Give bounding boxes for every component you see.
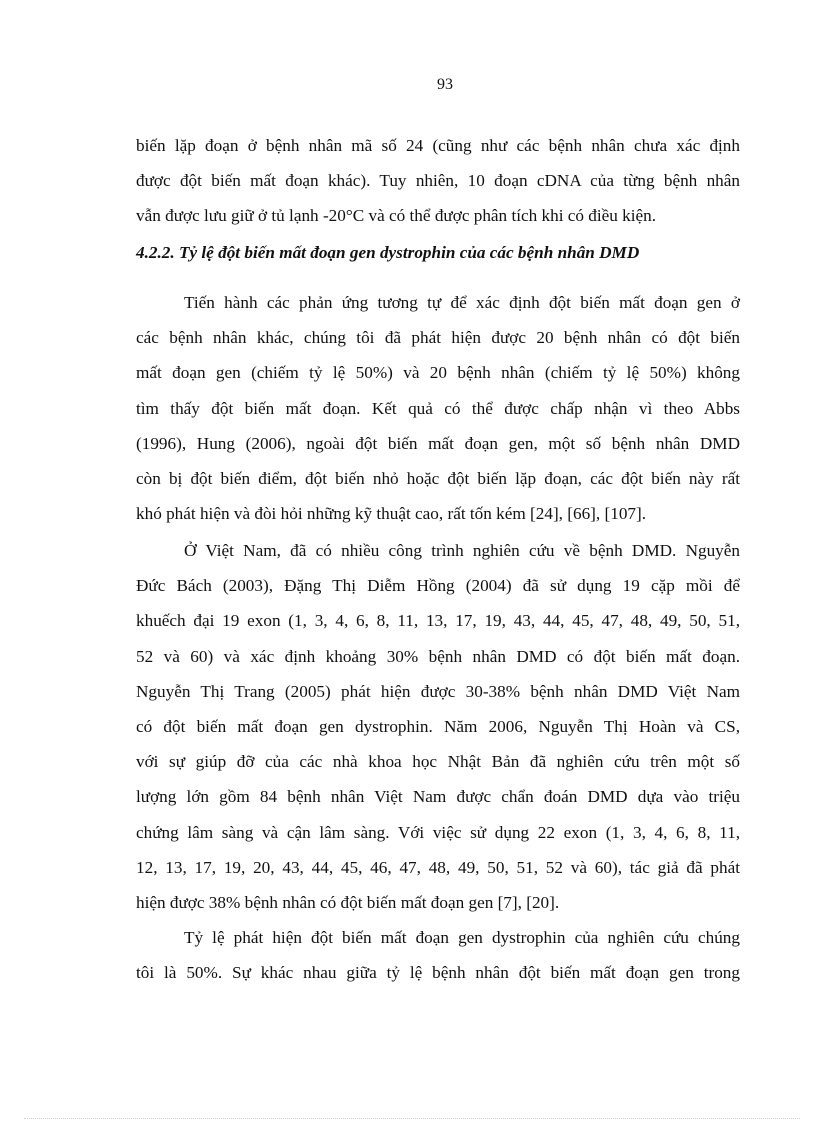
text-line: mất đoạn gen (chiếm tỷ lệ 50%) và 20 bệnh nhân (chiếm tỷ lệ 50%) không (136, 363, 740, 383)
paragraph-2 (136, 285, 740, 531)
section-heading: 4.2.2. Tỷ lệ đột biến mất đoạn gen dystrophin của các bệnh nhân DMD (136, 243, 640, 262)
text-line: Tiến hành các phản ứng tương tự để xác định đột biến mất đoạn gen ở (184, 293, 740, 312)
text-line: Đức Bách (2003), Đặng Thị Diễm Hồng (2004) đã sử dụng 19 cặp mồi để (136, 576, 740, 596)
page-number: 93 (437, 76, 453, 93)
intro-paragraph (136, 128, 740, 234)
text-line: biến lặp đoạn ở bệnh nhân mã số 24 (cũng như các bệnh nhân chưa xác định (136, 136, 740, 155)
text-line: với sự giúp đỡ của các nhà khoa học Nhật Bản đã nghiên cứu trên một số (136, 752, 740, 772)
text-line: Nguyễn Thị Trang (2005) phát hiện được 30-38% bệnh nhân DMD Việt Nam (136, 681, 740, 701)
text-line: còn bị đột biến điểm, đột biến nhỏ hoặc đột biến lặp đoạn, các đột biến này rất (136, 468, 740, 488)
text-line: Ở Việt Nam, đã có nhiều công trình nghiên cứu về bệnh DMD. Nguyễn (184, 541, 740, 560)
text-line: Tỷ lệ phát hiện đột biến mất đoạn gen dystrophin của nghiên cứu chúng (184, 928, 740, 947)
page-bottom-divider (24, 1118, 800, 1119)
text-line: có đột biến mất đoạn gen dystrophin. Năm 2006, Nguyễn Thị Hoàn và CS, (136, 716, 740, 736)
text-line: chứng lâm sàng và cận lâm sàng. Với việc sử dụng 22 exon (1, 3, 4, 6, 8, 11, (136, 822, 740, 842)
text-line: (1996), Hung (2006), ngoài đột biến mất đoạn gen, một số bệnh nhân DMD (136, 433, 740, 453)
text-line: tìm thấy đột biến mất đoạn. Kết quả có thể được chấp nhận vì theo Abbs (136, 398, 740, 418)
text-line: 12, 13, 17, 19, 20, 43, 44, 45, 46, 47, 48, 49, 50, 51, 52 và 60), tác giả đã phát (136, 857, 740, 877)
text-line: vẫn được lưu giữ ở tủ lạnh -20°C và có thể được phân tích khi có điều kiện. (136, 206, 657, 226)
text-line: các bệnh nhân khác, chúng tôi đã phát hiện được 20 bệnh nhân có đột biến (136, 328, 740, 348)
text-line: khó phát hiện và đòi hỏi những kỹ thuật cao, rất tốn kém [24], [66], [107]. (136, 504, 647, 524)
text-line: lượng lớn gồm 84 bệnh nhân Việt Nam được chẩn đoán DMD dựa vào triệu (136, 787, 740, 807)
text-line: hiện được 38% bệnh nhân có đột biến mất đoạn gen [7], [20]. (136, 892, 560, 912)
text-line: 52 và 60) và xác định khoảng 30% bệnh nhân DMD có đột biến mất đoạn. (136, 646, 740, 666)
paragraph-3 (136, 533, 740, 920)
text-line: được đột biến mất đoạn khác). Tuy nhiên, 10 đoạn cDNA của từng bệnh nhân (136, 171, 740, 191)
text-line: tôi là 50%. Sự khác nhau giữa tỷ lệ bệnh nhân đột biến mất đoạn gen trong (136, 963, 740, 983)
paragraph-4 (136, 920, 740, 990)
text-line: khuếch đại 19 exon (1, 3, 4, 6, 8, 11, 13, 17, 19, 43, 44, 45, 47, 48, 49, 50, 51, (136, 611, 740, 631)
